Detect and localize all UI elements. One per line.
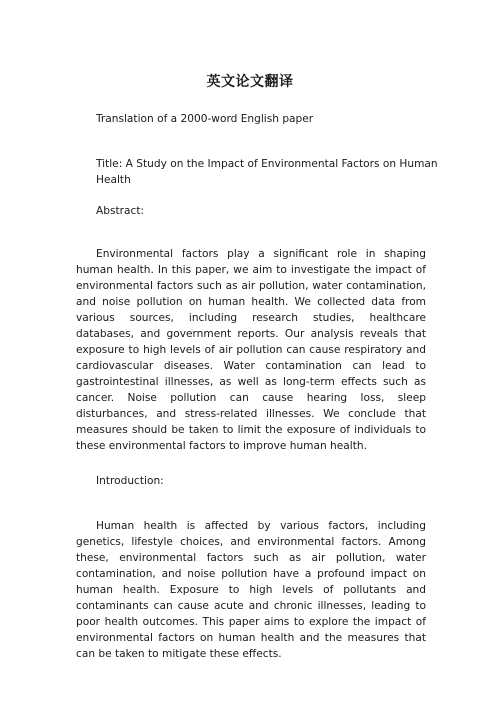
document-heading: 英文论文翻译 <box>206 74 294 90</box>
paper-title: Title: A Study on the Impact of Environmental Factors on Human Health <box>96 158 438 186</box>
abstract-heading: Abstract: <box>96 205 145 217</box>
introduction-heading: Introduction: <box>96 475 164 487</box>
paper-subtitle: Translation of a 2000-word English paper <box>96 113 314 125</box>
introduction-paragraph: Human health is affected by various factors, including genetics, lifestyle choices, and environmental factors. Among these, environmental factors such as air pollution, water contamination, and noise pollution have a profound impact on human health. Exposure to high levels of pollutants and contaminants can cause acute and chronic illnesses, leading to poor health outcomes. This paper aims to explore the impact of environmental factors on human health and the measures that can be taken to mitigate these effects. <box>76 520 426 660</box>
abstract-paragraph: Environmental factors play a significant role in shaping human health. In this paper, we aim to investigate the impact of environmental factors such as air pollution, water contamination, and noise pollution on human health. We collected data from various sources, including research studies, healthcare databases, and government reports. Our analysis reveals that exposure to high levels of air pollution can cause respiratory and cardiovascular diseases. Water contamination can lead to gastrointestinal illnesses, as well as long-term effects such as cancer. Noise pollution can cause hearing loss, sleep disturbances, and stress-related illnesses. We conclude that measures should be taken to limit the exposure of individuals to these environmental factors to improve human health. <box>76 248 426 452</box>
